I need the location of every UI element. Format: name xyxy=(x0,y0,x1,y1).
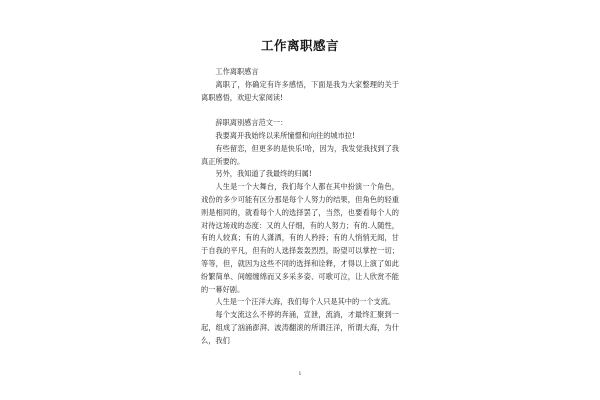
document-body xyxy=(201,66,399,348)
paragraph-intro: 离职了，你确定有许多感悟，下面是我为大家整理的关于离职感悟，欢迎大家阅读! xyxy=(201,79,399,102)
paragraph: 有些留恋，但更多的是快乐!哈，因为，我发觉我找到了我真正所要的。 xyxy=(201,143,399,166)
paragraph-heading: 工作离职感言 xyxy=(215,67,259,76)
paragraph: 人生是一个汪洋大海，我们每个人只是其中的一个支流。 xyxy=(215,297,396,307)
page-number: 1 xyxy=(298,371,302,377)
paragraph: 人生是一个大舞台，我们每个人都在其中扮演一个角色，戏份的多少可能有区分那是每个人努力的结果，但角色的轻重则是相同的，就看每个人的选择罢了，当然，也要看每个人的对待这场戏的态度：又的人仔细，有的人努力；有的.人随性，有的人较真；有的人潇洒，有的人矜持；有的人悄悄无闻，甘于自我的平凡，但有的人选择轰轰烈烈，盼望可以掌控一切；等等，但，就因为这些不同的选择和诠释，才得以上演了如此纷繁简单、间缠缠绵而又多采多姿、可歌可泣，让人欣赏不能的一幕好剧。 xyxy=(201,182,399,294)
paragraph-section-heading: 辞职离别感言范文一： xyxy=(215,118,288,128)
paragraph: 另外，我知道了我最终的归属! xyxy=(215,169,312,179)
paragraph: 我要离开我始终以来所憧憬和向往的城市拉! xyxy=(215,130,355,140)
paragraph: 每个支流这么不停的奔涌，宣泄，流淌，才最终汇聚到一起，组成了汹涌澎湃、波涛翻滚的所谓汪洋，所谓大海，为什么，我们 xyxy=(201,310,399,345)
page-title: 工作离职感言 xyxy=(260,38,339,53)
